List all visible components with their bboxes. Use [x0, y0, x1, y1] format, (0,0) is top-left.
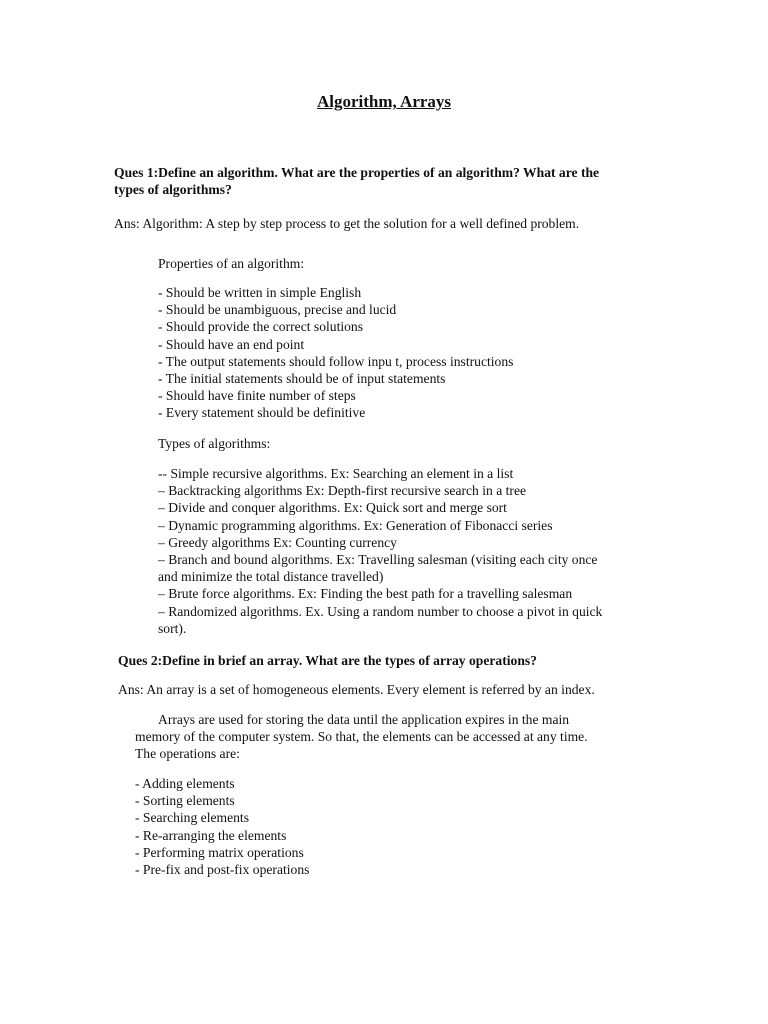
properties-list [158, 284, 513, 422]
list-item: - Pre-fix and post-fix operations [135, 862, 310, 878]
list-item: – Branch and bound algorithms. Ex: Travelling salesman (visiting each city once [158, 552, 598, 568]
question-1-line-2: types of algorithms? [114, 182, 232, 198]
answer-2: Ans: An array is a set of homogeneous elements. Every element is referred by an index. [118, 682, 595, 697]
arrays-paragraph-line-1: Arrays are used for storing the data until the application expires in the main [158, 712, 570, 727]
question-1-line-1: Ques 1:Define an algorithm. What are the properties of an algorithm? What are the [114, 165, 600, 180]
arrays-paragraph-line-2: memory of the computer system. So that, the elements can be accessed at any time. [135, 729, 588, 745]
list-item: - Should be unambiguous, precise and lucid [158, 302, 397, 318]
list-item: – Dynamic programming algorithms. Ex: Generation of Fibonacci series [158, 517, 553, 533]
operations-list [135, 775, 309, 878]
list-item: - The output statements should follow inpu t, process instructions [158, 353, 514, 369]
list-item: - Re-arranging the elements [135, 827, 287, 843]
list-item: - The initial statements should be of input statements [158, 371, 446, 387]
list-item: – Greedy algorithms Ex: Counting currency [158, 534, 397, 550]
list-item: - Every statement should be definitive [158, 405, 366, 421]
types-list [158, 465, 602, 637]
arrays-paragraph [135, 711, 588, 763]
list-item: - Adding elements [135, 776, 235, 791]
list-item: - Should have finite number of steps [158, 388, 356, 404]
page-title: Algorithm, Arrays [316, 92, 452, 111]
list-item: - Should provide the correct solutions [158, 319, 364, 335]
list-item: – Randomized algorithms. Ex. Using a random number to choose a pivot in quick [158, 603, 603, 619]
list-item: - Should have an end point [158, 336, 305, 352]
types-heading: Types of algorithms: [158, 436, 271, 451]
properties-heading: Properties of an algorithm: [158, 256, 305, 271]
list-item: and minimize the total distance travelled) [158, 569, 384, 585]
question-1 [114, 164, 599, 198]
list-item: -- Simple recursive algorithms. Ex: Searching an element in a list [158, 466, 514, 481]
list-item: sort). [158, 620, 187, 636]
list-item: – Backtracking algorithms Ex: Depth-first recursive search in a tree [158, 483, 527, 499]
list-item: – Brute force algorithms. Ex: Finding the best path for a travelling salesman [158, 586, 573, 602]
list-item: – Divide and conquer algorithms. Ex: Quick sort and merge sort [158, 500, 507, 516]
list-item: - Should be written in simple English [158, 285, 362, 300]
list-item: - Searching elements [135, 810, 249, 826]
question-2: Ques 2:Define in brief an array. What are the types of array operations? [118, 653, 537, 668]
arrays-paragraph-line-3: The operations are: [135, 746, 240, 762]
answer-1: Ans: Algorithm: A step by step process to get the solution for a well defined problem. [114, 216, 580, 231]
list-item: - Performing matrix operations [135, 844, 304, 860]
list-item: - Sorting elements [135, 793, 235, 809]
